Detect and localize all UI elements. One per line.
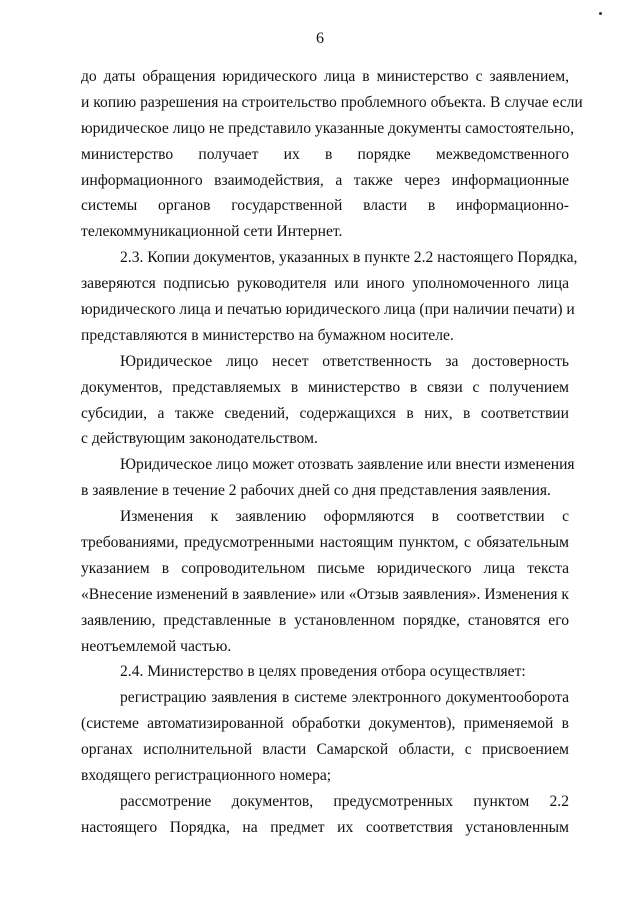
text-line: входящего регистрационного номера;: [81, 767, 332, 785]
text-line: представляются в министерство на бумажном носителе.: [81, 326, 454, 344]
text-line: и копию разрешения на строительство проблемного объекта. В случае если: [81, 93, 583, 111]
text-line: юридическое лицо не представило указанные документы самостоятельно,: [81, 119, 574, 137]
text-line: (системе автоматизированной обработки документов), применяемой в: [81, 715, 569, 733]
text-line: с действующим законодательством.: [81, 430, 318, 448]
page-number: 6: [316, 30, 324, 47]
text-line: субсидии, а также сведений, содержащихся в них, в соответствии: [81, 404, 569, 422]
text-line: требованиями, предусмотренными настоящим пунктом, с обязательным: [81, 534, 569, 552]
text-line: органах исполнительной власти Самарской области, с присвоением: [81, 741, 569, 759]
text-line: министерство получает их в порядке межведомственного: [81, 145, 569, 163]
text-line: информационного взаимодействия, а также через информационные: [81, 171, 569, 189]
document-body: [81, 64, 583, 841]
text-line: 2.4. Министерство в целях проведения отбора осуществляет:: [120, 663, 526, 681]
text-line: «Внесение изменений в заявление» или «Отзыв заявления». Изменения к: [81, 585, 569, 603]
text-line: 2.3. Копии документов, указанных в пункте 2.2 настоящего Порядка,: [120, 249, 578, 267]
text-line: указанием в сопроводительном письме юридического лица текста: [81, 559, 569, 577]
text-line: телекоммуникационной сети Интернет.: [81, 223, 343, 241]
text-line: Изменения к заявлению оформляются в соответствии с: [120, 508, 569, 526]
scan-dot: [599, 12, 602, 15]
text-line: документов, представляемых в министерство в связи с получением: [81, 378, 569, 396]
text-line: в заявление в течение 2 рабочих дней со дня представления заявления.: [81, 482, 551, 500]
text-line: неотъемлемой частью.: [81, 637, 232, 655]
text-line: до даты обращения юридического лица в министерство с заявлением,: [81, 68, 569, 85]
text-line: Юридическое лицо несет ответственность за достоверность: [120, 352, 569, 370]
text-line: настоящего Порядка, на предмет их соответствия установленным: [81, 818, 569, 836]
text-line: заявлению, представленные в установленном порядке, становятся его: [81, 611, 569, 629]
text-line: рассмотрение документов, предусмотренных пунктом 2.2: [120, 792, 569, 810]
text-line: регистрацию заявления в системе электронного документооборота: [120, 689, 569, 707]
text-line: Юридическое лицо может отозвать заявление или внести изменения: [120, 456, 575, 474]
text-line: заверяются подписью руководителя или иного уполномоченного лица: [81, 275, 569, 293]
text-line: юридического лица и печатью юридического лица (при наличии печати) и: [81, 301, 575, 319]
text-line: системы органов государственной власти в информационно-: [81, 197, 569, 215]
